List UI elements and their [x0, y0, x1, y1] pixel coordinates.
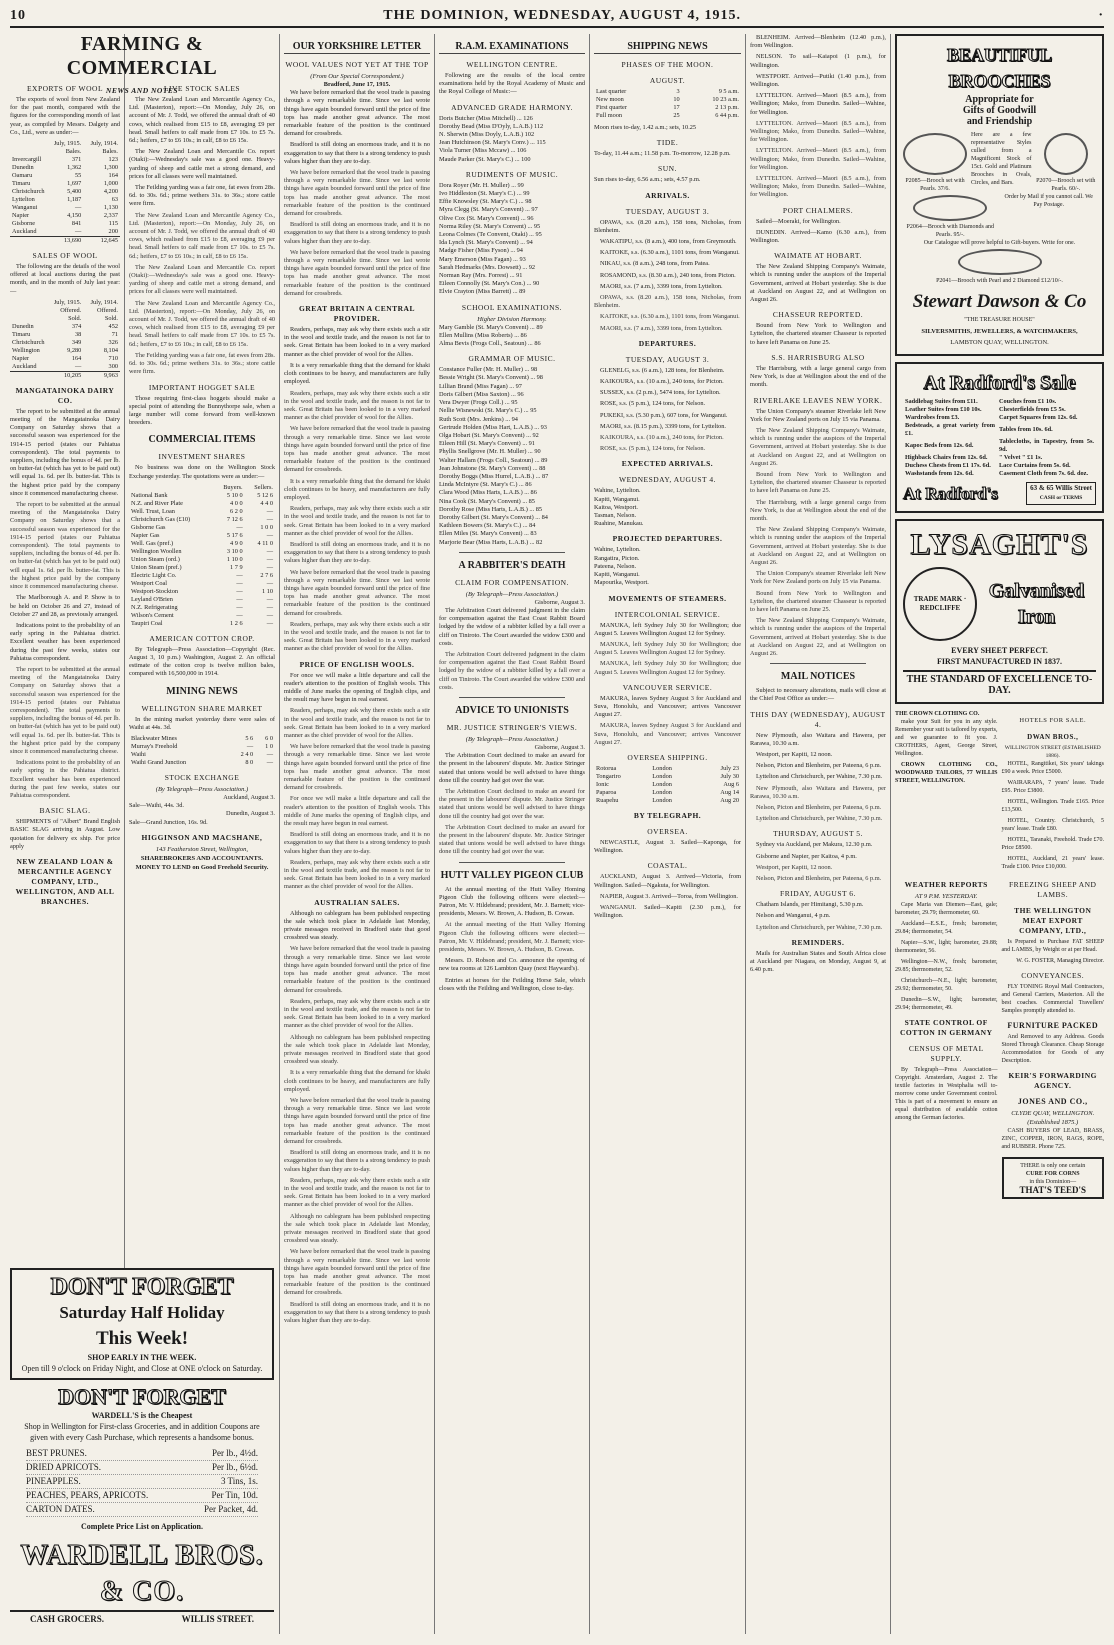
sharebroker-firm: HIGGINSON AND MACSHANE, — [141, 832, 263, 842]
brooch-illustration — [903, 133, 967, 175]
hogget-text: Those requiring first-class hoggets should make a special point of attending the Bunnythorpe sale, when a large number will come forward from well-known breeders. — [129, 394, 275, 427]
table-row: Duchess Chests from £1 17s. 6d. Lace Curtains from 5s. 6d. — [905, 462, 1071, 469]
table-row: Taupiri Coal 1 2 6 — — [131, 619, 273, 627]
table-row: National Bank 5 10 0 5 12 6 — [131, 491, 273, 499]
list-item: Madge Fisher (Miss Fyson) ... 94 — [439, 247, 523, 255]
table-row: Paparoa London Aug 14 — [596, 788, 739, 796]
teeds-ad: THERE is only one certain CURE FOR CORNS in this Dominion— THAT'S TEED'S — [1002, 1157, 1105, 1199]
stock-exchange-heading: STOCK EXCHANGE — [164, 772, 240, 782]
table-row: Well. Trust, Loan 6 2 0 — — [131, 507, 273, 515]
list-item: Constance Fuller (Mr. H. Muller) ... 98 — [439, 366, 538, 374]
radford-ad: At Radford's Sale Saddlebag Suites from £11. Couches from £1 10s. Leather Suites from £10 10s. Chesterfields from £5 5s. Wardrobes from £3. Carpet Squares from 12s. 6d. Bedsteads, a great variety from £1. Tables from 10s. 6d. Kapoc Beds from 12s. 6d. Tablecloths, in Tapestry, from 5s. 9d. Highback Chairs from 12s. 6d. " Velvet " £1 1s. Duchess Chests from £1 17s. 6d. Lace Curtains from 5s. 6d. Washstands from 12s. 6d. Casement Cloth from 7s. 6d. doz. At Radford's 63 & 65 Willis Street CASH or TERMS — [895, 362, 1104, 513]
table-row: New moon 10 10 23 a.m. — [596, 96, 739, 103]
column-ram-exams: R.A.M. EXAMINATIONS WELLINGTON CENTRE. Following are the results of the local centre examinations held by the Royal Academy of Music and the Royal College of Music:— ADVANCED GRADE HARMONY. Doris Butcher (Miss Mitchell) ... 126 Dorothy Bead (Miss D'Oyly, L.A.B.) 112 N. Sherwin (Miss Doyly, L.A.B.) 102 Jean Hutchinson (St. Mary's Conv.) ... 115 Viola Turner (Miss Mccaw) ... 106 Maude Parker (St. Mary's C.) ... 100 RUDIMENTS OF MUSIC. Dora Royer (Mr. H. Muller) ... 99 Ivo Hiddleston (St. Mary's C.) ... 99 Effie Knowsley (St. Mary's C.) ... 98 Myra Clegg (St. Mary's Convent) ... 97 Olive Cox (St. Mary's Convent) ... 96 Norma Riley (St. Mary's Convent) ... 95 Leona Colmes (Te Convent, Otaki) ... 95 Ida Lynch (St. Mary's Convent) ... 94 Madge Fisher (Miss Fyson) ... 94 Mary Emerson (Miss Fagan) ... 93 Sarah Hedmarks (Mrs. Dowsett) ... 92 Norman Ray (Mrs. Forrest) ... 91 Eileen Connolly (St. Mary's Con.) ... 90 Elvie Crayton (Miss Barrett) ... 89 SCHOOL EXAMINATIONS. Higher Division Harmony. Mary Gamble (St. Mary's Convent) ... 89 Ellen Mullins (Miss Roberts) ... 86 Alma Bevis (Frogs Coll., Seatoun) ... 86 GRAMMAR OF MUSIC. Constance Fuller (Mr. H. Muller) ... 98 Bessie Wright (St. Mary's Convent) ... 98 Lillian Brand (Miss Fagan) ... 97 Doris Gilbert (Miss Saxton) ... 96 Vera Dwyer (Frogs Coll.) ... 95 Nellie Wisnewski (St. Mary's C.) ... 95 Ruth Scott (Mrs. Jenkins) ... 94 Gertrude Holden (Miss Hart, L.A.B.) ... 93 Olga Hobart (St. Mary's Convent) ... 92 Eileen Hill (St. Mary's Convent) ... 91 Phyllis Snellgrove (Mr. H. Muller) ... 90 Walter Hallam (Frogs Coll., Seatoun) ... 89 Jean Johnstone (St. Mary's Convent) ... 88 Dorothy Boggs (Miss Hurrel, L.A.B.) ... 87 Linda McIntyre (St. Mary's C.) ... 86 Clara Wood (Miss Harts, L.A.B.) ... 86 Nina Cook (St. Mary's Convent) ... 85 Dorothy Rose (Miss Harts, L.A.B.) ... 85 Dorothy Gilbert (St. Mary's Convent) ... 84 Kathleen Bowers (St. Mary's C.) ... 84 Ellen Miles (St. Mary's Convent) ... 83 Marjorie Bear (Miss Harts, L.A.B.) ... 82 A RABBITER'S DEATH CLAIM FOR COMPENSATION. (By Telegraph—Press Association.) Gisborne, August 3. The Arbitration Court delivered judgment in the claim for compensation against the East Coast Rabbit Board lodged by the widow of a rabbiter killed by a fall over a cliff on Tiniroto. The Court awarded the widow £300 and costs. The Arbitration Court delivered judgment in the claim for compensation against the East Coast Rabbit Board lodged by the widow of a rabbiter killed by a fall over a cliff on Tiniroto. The Court awarded the widow £300 and costs. ADVICE TO UNIONISTS MR. JUSTICE STRINGER'S VIEWS. (By Telegraph—Press Association.) Gisborne, August 3. The Arbitration Court declined to make an award for the present in the labourers' dispute. Mr. Justice Stringer stated that unions would be well advised to have things done till the country had got over the war. The Arbitration Court declined to make an award for the present in the labourers' dispute. Mr. Justice Stringer stated that unions would be well advised to have things done till the country had got over the war. The Arbitration Court declined to make an award for the present in the labourers' dispute. Mr. Justice Stringer stated that unions would be well advised to have things done till the country had got over the war. HUTT VALLEY PIGEON CLUB At the annual meeting of the Hutt Valley Homing Pigeon Club the following officers were elected:—Patron, Mr. V. Hildebrand; president, Mr. J. Barnett; vice-presidents, Messrs. W. Brown, A. Hudson, B. Cowan. At the annual meeting of the Hutt Valley Homing Pigeon Club the following officers were elected:—Patron, Mr. V. Hildebrand; president, Mr. J. Barnett; vice-presidents, Messrs. W. Brown, A. Hudson, B. Cowan. Messrs. D. Robson and Co. announce the opening of new tea rooms at 126 Lambton Quay (next Hayward's). Entries at horses for the Feilding Horse Sale, which closes with the Feilding and Wellington, close to-day. — [439, 41, 585, 992]
column-exports — [10, 78, 120, 1258]
table-row: Wardrobes from £3. Carpet Squares from 12s. 6d. — [905, 414, 1078, 421]
table-row: Lyttelton 1,187 63 — [12, 196, 118, 204]
table-row: Washstands from 12s. 6d. Casement Cloth from 7s. 6d. doz. — [905, 470, 1089, 477]
investment-intro: No business was done on the Wellington Stock Exchange yesterday. The quotations were as under:— — [129, 464, 275, 480]
wardell-footer: CASH GROCERS. WILLIS STREET. — [10, 1610, 274, 1626]
table-row: Invercargill 371 123 — [12, 156, 118, 164]
table-row: Rotorua London July 23 — [596, 764, 739, 772]
slag-heading: BASIC SLAG. — [39, 806, 91, 816]
brooch-illustration — [958, 249, 1042, 275]
table-row: Tongariro London July 30 — [596, 772, 739, 780]
slag-firm: NEW ZEALAND LOAN & MERCANTILE AGENCY COMPANY, LTD., WELLINGTON, AND ALL BRANCHES. — [15, 856, 115, 906]
list-item: Vera Dwyer (Frogs Coll.) ... 95 — [439, 399, 518, 407]
list-item: Gertrude Holden (Miss Hart, L.A.B.) ... 93 — [439, 423, 547, 431]
table-row: Auckland — 300 — [12, 362, 118, 370]
list-item: Olga Hobart (St. Mary's Convent) ... 92 — [439, 431, 539, 439]
table-row: Murray's Freehold — 1 0 — [131, 742, 273, 750]
list-item: Myra Clegg (St. Mary's Convent) ... 97 — [439, 206, 538, 214]
table-row: Napier Gas 5 17 6 — — [131, 531, 273, 539]
list-item: Mary Emerson (Miss Fagan) ... 93 — [439, 255, 526, 263]
table-row: Christchurch 349 326 — [12, 338, 118, 346]
yorkshire-heading: OUR YORKSHIRE LETTER — [284, 40, 430, 54]
table-row: Ionic London Aug 6 — [596, 780, 739, 788]
list-item: DRIED APRICOTS. Per lb., 6½d. — [26, 1461, 258, 1475]
livestock-paragraph: The New Zealand Loan and Mercantile Agency Co., Ltd. (Masterton), report:—On Monday, July 26, on account of Mr. J. Todd, we offered the annual draft of 40 cows, which realised from £15 to £8, averaging £9 per head. Small heifers to calf made from £7 10s. to £5 7s. 6d.; heifers, £7 to £6 10s.; in calf, £8 to £6 15s. — [129, 211, 275, 260]
sales-heading: SALES OF WOOL — [32, 251, 98, 261]
table-row: First quarter 17 2 13 p.m. — [596, 104, 739, 111]
table-row: Waihi 2 4 0 — — [131, 750, 273, 758]
list-item: Marjorie Bear (Miss Harts, L.A.B.) ... 82 — [439, 538, 543, 546]
table-row: Well. Gas (pref.) 4 9 0 4 11 0 — [131, 539, 273, 547]
list-item: Bessie Wright (St. Mary's Convent) ... 98 — [439, 374, 543, 382]
column-rule — [745, 34, 746, 1634]
list-item: Walter Hallam (Frogs Coll., Seatoun) ... 89 — [439, 456, 548, 464]
ad-complete-list: Complete Price List on Application. — [81, 1522, 203, 1531]
subhead-provider: GREAT BRITAIN A CENTRAL PROVIDER. — [299, 304, 415, 324]
column-shipping-2: BLENHEIM. Arrived—Blenheim (12.40 p.m.), from Wellington. NELSON. To sail—Kaiapoi (1 p.m.), for Wellington. WESTPORT. Arrived—Putiki (1.40 p.m.), from Wellington. LYTTELTON. Arrived—Maori (8.5 a.m.), from Wellington; Mako, from Dunedin. Sailed—Wahine, for Wellington. LYTTELTON. Arrived—Maori (8.5 a.m.), from Wellington; Mako, from Dunedin. Sailed—Wahine, for Wellington. LYTTELTON. Arrived—Maori (8.5 a.m.), from Wellington; Mako, from Dunedin. Sailed—Wahine, for Wellington. LYTTELTON. Arrived—Maori (8.5 a.m.), from Wellington; Mako, from Dunedin. Sailed—Wahine, for Wellington. PORT CHALMERS. Sailed—Moeraki, for Wellington. DUNEDIN. Arrived—Kamo (6.30 a.m.), from Wellington. WAIMATE AT HOBART. The New Zealand Shipping Company's Waimate, which is running under the auspices of the Imperial Government, arrived at Hobart yesterday. She is due at Auckland on August 22, and at Wellington on August 26. CHASSEUR REPORTED. Bound from New York to Wellington and Lyttelton, the chartered steamer Chasseur is reported to have left Panama on June 25. S.S. HARRISBURG ALSO The Harrisburg, with a large general cargo from New York, is due at Wellington about the end of the month. RIVERLAKE LEAVES NEW YORK. The Union Company's steamer Riverlake left New York for New Zealand ports on July 15 via Panama. The New Zealand Shipping Company's Waimate, which is running under the auspices of the Imperial Government, arrived at Hobart yesterday. She is due at Auckland on August 22, and at Wellington on August 26. Bound from New York to Wellington and Lyttelton, the chartered steamer Chasseur is reported to have left Panama on June 25. The Harrisburg, with a large general cargo from New York, is due at Wellington about the end of the month. The New Zealand Shipping Company's Waimate, which is running under the auspices of the Imperial Government, arrived at Hobart yesterday. She is due at Auckland on August 22, and at Wellington on August 26. The Union Company's steamer Riverlake left New York for New Zealand ports on July 15 via Panama. Bound from New York to Wellington and Lyttelton, the chartered steamer Chasseur is reported to have left Panama on June 25. The New Zealand Shipping Company's Waimate, which is running under the auspices of the Imperial Government, arrived at Hobart yesterday. She is due at Auckland on August 22, and at Wellington on August 26. MAIL NOTICES Subject to necessary alterations, mails will close at the Chief Post Office as under:— THIS DAY (WEDNESDAY), AUGUST 4. New Plymouth, also Waitara and Hawera, per Rarawa, 10.30 a.m. Westport, per Kapiti, 12 noon. Nelson, Picton and Blenheim, per Pateena, 6 p.m. Lyttelton and Christchurch, per Wahine, 7.30 p.m. New Plymouth, also Waitara and Hawera, per Rarawa, 10.30 a.m. Nelson, Picton and Blenheim, per Pateena, 6 p.m. Lyttelton and Christchurch, per Wahine, 7.30 p.m. THURSDAY, AUGUST 5. Sydney via Auckland, per Makura, 12.30 p.m. Gisborne and Napier, per Kaitoa, 4 p.m. Westport, per Kapiti, 12 noon. Nelson, Picton and Blenheim, per Pateena, 6 p.m. FRIDAY, AUGUST 6. Chatham Islands, per Himitangi, 5.30 p.m. Nelson and Wanganui, 4 p.m. Lyttelton and Christchurch, per Wahine, 7.30 p.m. REMINDERS. Mails for Australian States and South Africa close at Auckland per Niagara, on Monday, August 9, at 6.40 p.m. — [750, 34, 886, 974]
list-item: Phyllis Snellgrove (Mr. H. Muller) ... 90 — [439, 448, 541, 456]
ad-cheapest: WARDELL'S is the Cheapest — [91, 1411, 193, 1420]
table-row: Christchurch Gas (£10) 7 12 6 — — [131, 515, 273, 523]
exports-heading: EXPORTS OF WOOL — [26, 84, 104, 93]
list-item: CARTON DATES. Per Packet, 4d. — [26, 1503, 258, 1517]
list-item: Dorothy Rose (Miss Harts, L.A.B.) ... 85 — [439, 505, 543, 513]
table-row: Dunedin 1,362 1,300 — [12, 164, 118, 172]
cotton-text: By Telegraph—Press Association—Copyright (Rec. August 3, 10 p.m.) Washington, August 2. An official estimate of the cotton crop is twelve million bales, compared with 16,500,000 in 1914. — [129, 645, 275, 678]
list-item: Linda McIntyre (St. Mary's C.) ... 86 — [439, 481, 532, 489]
list-item: Leona Colmes (Te Convent, Otaki) ... 95 — [439, 231, 542, 239]
livestock-heading: LIVE STOCK SALES — [163, 84, 241, 93]
table-total: 13,690 12,645 — [10, 237, 120, 246]
table-row: Full moon 25 6 44 p.m. — [596, 112, 739, 119]
livestock-paragraph: The New Zealand Loan and Mercantile Co. report (Otaki):—Wednesday's sale was a good one. Heavy-yarding of sheep and cattle met a strong demand, and prices for all classes were well maintained. — [129, 263, 275, 296]
dairy-paragraph: Indications point to the probability of an early spring in the Pahiatua district. Excellent weather has been experienced during the past few weeks, states our Pahiatua correspondent. — [10, 759, 120, 799]
ad-dont-forget: DON'T FORGET — [50, 1274, 234, 1300]
list-item: N. Sherwin (Miss Doyly, L.A.B.) 102 — [439, 131, 535, 139]
lysaght-ad: LYSAGHT'S TRADE MARK · REDCLIFFE Galvanised Iron EVERY SHEET PERFECT. FIRST MANUFACTURED IN 1837. THE STANDARD OF EXCELLENCE TO-DAY. — [895, 519, 1104, 704]
sales-table: July, 1915. Offered. Sold. July, 1914. Offered. Sold. Dunedin 374 452 Timaru 38 71 Christchurch 349 326 Wellington 9,280 8,104 Napier 164 710 Auckland — 300 10,205 9,963 — [12, 298, 118, 379]
rabbiter-heading: A RABBITER'S DEATH — [458, 559, 566, 571]
brooch-ad: BEAUTIFUL BROOCHES Appropriate for Gifts of Goodwill and Friendship P2085—Brooch set with Pearls. 37/6. Here are a few representative Styles culled from a Magnificent Stock of 15ct. Gold and Platinum Brooches in Ovals, Circles, and Bars. P2070—Brooch set with Pearls. 60/-. P2064—Brooch with Diamonds and Pearls. 95/-. Order by Mail if you cannot call. We Pay Postage. Our Catalogue will prove helpful to Gift-buyers. Write for one. P2041—Brooch with Pearl and 2 Diamond £12/10/-. Stewart Dawson & Co "THE TREASURE HOUSE" SILVERSMITHS, JEWELLERS, & WATCHMAKERS, LAMBTON QUAY, WELLINGTON. — [895, 34, 1104, 356]
list-item: Kathleen Bowers (St. Mary's C.) ... 84 — [439, 522, 536, 530]
mining-subheading: WELLINGTON SHARE MARKET — [141, 703, 263, 713]
wardell-ads — [10, 1268, 274, 1634]
list-item: Dora Royer (Mr. H. Muller) ... 99 — [439, 181, 524, 189]
table-row: Dunedin 374 452 — [12, 322, 118, 330]
table-row: Blackwater Mines 5 6 6 0 — [131, 734, 273, 742]
table-row: Kapoc Beds from 12s. 6d. Tablecloths, in Tapestry, from 5s. 9d. — [905, 438, 1094, 453]
ad-shop-early: SHOP EARLY IN THE WEEK. — [87, 1353, 197, 1362]
list-item: Dorothy Boggs (Miss Hurrel, L.A.B.) ... 87 — [439, 472, 549, 480]
list-item: Doris Gilbert (Miss Saxton) ... 96 — [439, 390, 524, 398]
crown-clothing-ad: THE CROWN CLOTHING CO. make your Suit for you in any style. Remember your suit is tailored by experts, and we guarantee to fit you. J. CROTHERS, Agent, George Street, Wellington. CROWN CLOTHING CO., WOODWARD TAILORS, 77 WILLIS STREET, WELLINGTON. — [895, 711, 998, 784]
sharebroker-desc: SHAREBROKERS AND ACCOUNTANTS. MONEY TO LEND on Good Freehold Security. — [135, 854, 269, 871]
table-row: Napier 164 710 — [12, 354, 118, 362]
subhead-australian: AUSTRALIAN SALES. — [314, 897, 400, 907]
table-row: Westport-Stockton — 1 10 — [131, 587, 273, 595]
list-item: Maude Parker (St. Mary's C.) ... 100 — [439, 155, 531, 163]
table-row: Waihi Grand Junction 8 0 — — [131, 758, 273, 766]
livestock-paragraph: The New Zealand Loan and Mercantile Co. report (Otaki):—Wednesday's sale was a good one. Heavy-yarding of sheep and cattle met a strong demand, and prices for all classes were well maintained. — [129, 148, 275, 180]
investment-heading: INVESTMENT SHARES — [158, 452, 246, 462]
masthead — [10, 6, 1104, 28]
list-item: Norman Ray (Mrs. Forrest) ... 91 — [439, 272, 523, 280]
table-row: Christchurch 5,400 4,200 — [12, 188, 118, 196]
exports-intro: The exports of wool from New Zealand for the past month, compared with the figures for the corresponding month of last year, as compiled by Messrs. Dalgety and Co., Ltd., were as under:— — [10, 96, 120, 136]
page-number: 10 — [10, 8, 26, 23]
list-item: Ruth Scott (Mrs. Jenkins) ... 94 — [439, 415, 518, 423]
dairy-heading: MANGATAINOKA DAIRY CO. — [15, 385, 115, 405]
mining-heading: MINING NEWS — [166, 685, 238, 697]
mining-text: In the mining market yesterday there were sales of Waihi at 44s. 3d. — [129, 715, 275, 731]
hogget-heading: IMPORTANT HOGGET SALE — [148, 382, 256, 392]
column-yorkshire: OUR YORKSHIRE LETTER WOOL VALUES NOT YET AT THE TOP (From Our Special Correspondent.) Bradford, June 17, 1915. We have before remarked that the wool trade is passing through a very remarkable time. Since we last wrote things have again bounded forward until the price of fine tops has made another great advance. The most remarkable feature of the position is the continued demand for crossbreds. Bradford is still doing an enormous trade, and it is no exaggeration to say that there is a strong tendency to push values higher than they are to-day. We have before remarked that the wool trade is passing through a very remarkable time. Since we last wrote things have again bounded forward until the price of fine tops has made another great advance. The most remarkable feature of the position is the continued demand for crossbreds. Bradford is still doing an enormous trade, and it is no exaggeration to say that there is a strong tendency to push values higher than they are to-day. We have before remarked that the wool trade is passing through a very remarkable time. Since we last wrote things have again bounded forward until the price of fine tops has made another great advance. The most remarkable feature of the position is the continued demand for crossbreds. GREAT BRITAIN A CENTRAL PROVIDER. Readers, perhaps, may ask why there exists such a stir in the wool and textile trade, and the reason is not far to seek. Great Britain has been looked to in a very marked manner as the chief provider of wool for the Allies. It is a very remarkable thing that the demand for khaki cloth continues to be heavy, and manufacturers are fully employed. Readers, perhaps, may ask why there exists such a stir in the wool and textile trade, and the reason is not far to seek. Great Britain has been looked to in a very marked manner as the chief provider of wool for the Allies. We have before remarked that the wool trade is passing through a very remarkable time. Since we last wrote things have again bounded forward until the price of fine tops has made another great advance. The most remarkable feature of the position is the continued demand for crossbreds. It is a very remarkable thing that the demand for khaki cloth continues to be heavy, and manufacturers are fully employed. Readers, perhaps, may ask why there exists such a stir in the wool and textile trade, and the reason is not far to seek. Great Britain has been looked to in a very marked manner as the chief provider of wool for the Allies. Bradford is still doing an enormous trade, and it is no exaggeration to say that there is a strong tendency to push values higher than they are to-day. We have before remarked that the wool trade is passing through a very remarkable time. Since we last wrote things have again bounded forward until the price of fine tops has made another great advance. The most remarkable feature of the position is the continued demand for crossbreds. Readers, perhaps, may ask why there exists such a stir in the wool and textile trade, and the reason is not far to seek. Great Britain has been looked to in a very marked manner as the chief provider of wool for the Allies. PRICE OF ENGLISH WOOLS. For once we will make a little departure and call the reader's attention to the position of English wools. This middle of June marks the opening of English clips, and the result may have begun in real earnest. Readers, perhaps, may ask why there exists such a stir in the wool and textile trade, and the reason is not far to seek. Great Britain has been looked to in a very marked manner as the chief provider of wool for the Allies. We have before remarked that the wool trade is passing through a very remarkable time. Since we last wrote things have again bounded forward until the price of fine tops has made another great advance. The most remarkable feature of the position is the continued demand for crossbreds. For once we will make a little departure and call the reader's attention to the position of English wools. This middle of June marks the opening of English clips, and the result may have begun in real earnest. Bradford is still doing an enormous trade, and it is no exaggeration to say that there is a strong tendency to push values higher than they are to-day. Readers, perhaps, may ask why there exists such a stir in the wool and textile trade, and the reason is not far to seek. Great Britain has been looked to in a very marked manner as the chief provider of wool for the Allies. AUSTRALIAN SALES. Although no cablegram has been published respecting the sale which took place in Adelaide last Monday, private messages received in Bradford state that good crossbred was steady. We have before remarked that the wool trade is passing through a very remarkable time. Since we last wrote things have again bounded forward until the price of fine tops has made another great advance. The most remarkable feature of the position is the continued demand for crossbreds. Readers, perhaps, may ask why there exists such a stir in the wool and textile trade, and the reason is not far to seek. Great Britain has been looked to in a very marked manner as the chief provider of wool for the Allies. Although no cablegram has been published respecting the sale which took place in Adelaide last Monday, private messages received in Bradford state that good crossbred was steady. It is a very remarkable thing that the demand for khaki cloth continues to be heavy, and manufacturers are fully employed. We have before remarked that the wool trade is passing through a very remarkable time. Since we last wrote things have again bounded forward until the price of fine tops has made another great advance. The most remarkable feature of the position is the continued demand for crossbreds. Bradford is still doing an enormous trade, and it is no exaggeration to say that there is a strong tendency to push values higher than they are to-day. Readers, perhaps, may ask why there exists such a stir in the wool and textile trade, and the reason is not far to seek. Great Britain has been looked to in a very marked manner as the chief provider of wool for the Allies. Although no cablegram has been published respecting the sale which took place in Adelaide last Monday, private messages received in Bradford state that good crossbred was steady. We have before remarked that the wool trade is passing through a very remarkable time. Since we last wrote things have again bounded forward until the price of fine tops has made another great advance. The most remarkable feature of the position is the continued demand for crossbreds. Bradford is still doing an enormous trade, and it is no exaggeration to say that there is a strong tendency to push values higher than they are to-day. — [284, 41, 430, 1325]
list-item: Jean Johnstone (St. Mary's Convent) ... 88 — [439, 464, 546, 472]
column-rule — [890, 34, 891, 1634]
list-item: Doris Butcher (Miss Mitchell) ... 126 — [439, 114, 533, 122]
newspaper-title: THE DOMINION, WEDNESDAY, AUGUST 4, 1915. — [383, 8, 742, 23]
list-item: Alma Bevis (Frogs Coll., Seatoun) ... 86 — [439, 340, 541, 348]
table-row: Saddlebag Suites from £11. Couches from £1 10s. — [905, 398, 1057, 405]
column-livestock: LIVE STOCK SALES The New Zealand Loan and Mercantile Agency Co., Ltd. (Masterton), report:—On Monday, July 26, on account of Mr. J. Todd, we offered the annual draft of 40 cows, which realised from £15 to £8, averaging £9 per head. Small heifers to calf made from £7 10s. to £5 7s. 6d.; heifers, £7 to £6 10s.; in calf, £8 to £6 15s. The New Zealand Loan and Mercantile Co. report (Otaki):—Wednesday's sale was a good one. Heavy-yarding of sheep and cattle met a strong demand, and prices for all classes were well maintained. The Feilding yarding was a fair one, fat ewes from 28s. 6d. to 30s. 6d.; prime wethers 31s. to 36s.; store cattle were firm. The New Zealand Loan and Mercantile Agency Co., Ltd. (Masterton), report:—On Monday, July 26, on account of Mr. J. Todd, we offered the annual draft of 40 cows, which realised from £15 to £8, averaging £9 per head. Small heifers to calf made from £7 10s. to £5 7s. 6d.; heifers, £7 to £6 10s.; in calf, £8 to £6 15s. The New Zealand Loan and Mercantile Co. report (Otaki):—Wednesday's sale was a good one. Heavy-yarding of sheep and cattle met a strong demand, and prices for all classes were well maintained. The New Zealand Loan and Mercantile Agency Co., Ltd. (Masterton), report:—On Monday, July 26, on account of Mr. J. Todd, we offered the annual draft of 40 cows, which realised from £15 to £8, averaging £9 per head. Small heifers to calf made from £7 10s. to £5 7s. 6d.; heifers, £7 to £6 10s.; in calf, £8 to £6 15s. The Feilding yarding was a fair one, fat ewes from 28s. 6d. to 30s. 6d.; prime wethers 31s. to 36s.; store cattle were firm. IMPORTANT HOGGET SALE Those requiring first-class hoggets should make a special point of attending the Bunnythorpe sale, when a large number will come forward from well-known breeders. COMMERCIAL ITEMS INVESTMENT SHARES No business was done on the Wellington Stock Exchange yesterday. The quotations were as under:— Buyers. Sellers. National Bank 5 10 0 5 12 6 N.Z. and River Plate 4 0 0 4 4 0 Well. Trust, Loan 6 2 0 — Christchurch Gas (£10) 7 12 6 — Gisborne Gas — 1 0 0 Napier Gas 5 17 6 — Well. Gas (pref.) 4 9 0 4 11 0 Wellington Woollen 3 10 0 — Union Steam (ord.) 1 10 0 — Union Steam (pref.) 1 7 9 — Electric Light Co. — 2 7 6 Westport Coal — — Westport-Stockton — 1 10 Leyland O'Brien — — N.Z. Refrigerating — — Wilson's Cement — — Taupiri Coal 1 2 6 — AMERICAN COTTON CROP. By Telegraph—Press Association—Copyright (Rec. August 3, 10 p.m.) Washington, August 2. An official estimate of the cotton crop is twelve million bales, compared with 16,500,000 in 1914. MINING NEWS WELLINGTON SHARE MARKET In the mining market yesterday there were sales of Waihi at 44s. 3d. Blackwater Mines 5 6 6 0 Murray's Freehold — 1 0 Waihi 2 4 0 — Waihi Grand Junction 8 0 — STOCK EXCHANGE (By Telegraph—Press Association.) Auckland, August 3. Sale—Waihi, 44s. 3d. Dunedin, August 3. Sale—Grand Junction, 16s. 9d. HIGGINSON AND MACSHANE, 143 Featherston Street, Wellington, SHAREBROKERS AND ACCOUNTANTS. MONEY TO LEND on Good Freehold Security. — [129, 84, 275, 871]
livestock-paragraph: The New Zealand Loan and Mercantile Agency Co., Ltd. (Masterton), report:—On Monday, July 26, on account of Mr. J. Todd, we offered the annual draft of 40 cows, which realised from £15 to £8, averaging £9 per head. Small heifers to calf made from £7 10s. to £5 7s. 6d.; heifers, £7 to £6 10s.; in calf, £8 to £6 15s. — [129, 299, 275, 348]
livestock-paragraph: The Feilding yarding was a fair one, fat ewes from 28s. 6d. to 30s. 6d.; prime wethers 31s. to 36s.; store cattle were firm. — [129, 184, 275, 208]
list-item: Mary Gamble (St. Mary's Convent) ... 89 — [439, 323, 543, 331]
lysaght-subtitle: Galvanised Iron — [988, 580, 1085, 628]
table-row: Ruapehu London Aug 20 — [596, 796, 739, 804]
pigeon-heading: HUTT VALLEY PIGEON CLUB — [440, 869, 584, 881]
table-row: Bedsteads, a great variety from £1. Tables from 10s. 6d. — [905, 422, 1053, 437]
dateline: Bradford, June 17, 1915. — [323, 81, 391, 88]
table-row: Timaru 1,697 1,000 — [12, 180, 118, 188]
table-row: Wellington Woollen 3 10 0 — — [131, 547, 273, 555]
ad-dont-forget-2: DON'T FORGET — [58, 1384, 226, 1409]
dairy-paragraph: Indications point to the probability of an early spring in the Pahiatua district. Excellent weather has been experienced during the past few weeks, states our Pahiatua correspondent. — [10, 621, 120, 662]
livestock-paragraph: The New Zealand Loan and Mercantile Agency Co., Ltd. (Masterton), report:—On Monday, July 26, on account of Mr. J. Todd, we offered the annual draft of 40 cows, which realised from £15 to £8, averaging £9 per head. Small heifers to calf made from £7 10s. to £5 7s. 6d.; heifers, £7 to £6 10s.; in calf, £8 to £6 15s. — [129, 96, 275, 145]
lysaght-title: LYSAGHT'S — [910, 528, 1089, 561]
slag-text: SHIPMENTS of "Albert" Brand English BASIC SLAG arriving in August. Low quotation for delivery ex ship. For price apply — [10, 818, 120, 850]
table-row: Leather Suites from £10 10s. Chesterfields from £5 5s. — [905, 406, 1066, 413]
list-item: Nina Cook (St. Mary's Convent) ... 85 — [439, 497, 535, 505]
subhead-english-wools: PRICE OF ENGLISH WOOLS. — [299, 659, 415, 669]
table-row: Auckland — 200 — [12, 228, 118, 236]
table-row: Westport Coal — — — [131, 579, 273, 587]
ad-open-hours: Open till 9 o'clock on Friday Night, and Close at ONE o'clock on Saturday. — [21, 1364, 263, 1373]
weather-reports: WEATHER REPORTS AT 9 P.M. YESTERDAY. Cape Maria van Diemen—East, gale; barometer, 29.79; thermometer, 60. Auckland—E.S.E., fresh; barometer, 29.84; thermometer, 54. Napier—S.W., light; barometer, 29.88; thermometer, 56. Wellington—N.W., fresh; barometer, 29.85; thermometer, 52. Christchurch—N.E., light; barometer, 29.92; thermometer, 50. Dunedin—S.W., light; barometer, 29.94; thermometer, 49. STATE CONTROL OF COTTON IN GERMANY CENSUS OF METAL SUPPLY. By Telegraph—Press Association—Copyright. Amsterdam, August 2. The textile factories in Westphalia will to-morrow come under Government control. This is part of a movement to ensure an equal distribution of available cotton among the German factories. — [895, 880, 998, 1121]
list-item: Dorothy Gilbert (St. Mary's Convent) ... 84 — [439, 513, 548, 521]
price-list — [26, 1447, 258, 1517]
stock-exchange-sub: (By Telegraph—Press Association.) — [155, 785, 249, 793]
list-item: Viola Turner (Miss Mccaw) ... 106 — [439, 147, 527, 155]
trade-mark-seal: TRADE MARK · REDCLIFFE — [903, 567, 977, 641]
column-rule — [434, 34, 435, 1634]
list-item: Jean Hutchinson (St. Mary's Conv.) ... 115 — [439, 139, 546, 147]
mining-table — [129, 735, 275, 767]
sales-intro: The following are the details of the wool offered at local auctions during the past month, and in the month of July last year:— — [10, 263, 120, 295]
table-row: Union Steam (pref.) 1 7 9 — — [131, 563, 273, 571]
list-item: Norma Riley (St. Mary's Convent) ... 95 — [439, 222, 541, 230]
list-item: PEACHES, PEARS, APRICOTS. Per Tin, 10d. — [26, 1489, 258, 1503]
dairy-paragraph: The report to be submitted at the annual meeting of the Mangatainoka Dairy Company on Saturday shows that a successful season was experienced for the 1914-15 period (states our Pahiatua correspondent). The total payments to suppliers, including the bonus of 4d. per lb. on butter-fat (which has yet to be paid out) will equal 1s. 6d. per lb. butter-fat. This is the highest price paid by the company since it commenced manufacturing cheese. — [10, 407, 120, 497]
table-row: Electric Light Co. — 2 7 6 — [131, 571, 273, 579]
list-item: Sarah Hedmarks (Mrs. Dowsett) ... 92 — [439, 263, 536, 271]
ad-this-week: This Week! — [95, 1328, 189, 1349]
exports-table: July, 1915. Bales. July, 1914. Bales. Invercargill 371 123 Dunedin 1,362 1,300 Oamaru 55 164 Timaru 1,697 1,000 Christchurch 5,400 4,200 Lyttelton 1,187 63 Wanganui — 1,130 Napier 4,150 2,337 Gisborne 841 115 Auckland — 200 13,690 12,645 — [12, 140, 118, 245]
brooch-title: BEAUTIFUL BROOCHES — [946, 45, 1053, 91]
list-item: PINEAPPLES. 3 Tins, 1s. — [26, 1475, 258, 1489]
list-item: Ivo Hiddleston (St. Mary's C.) ... 99 — [439, 190, 530, 198]
commercial-heading: COMMERCIAL ITEMS — [148, 434, 256, 446]
column-rule — [279, 34, 280, 1634]
list-item: Clara Wood (Miss Harts, L.A.B.) ... 86 — [439, 489, 537, 497]
column-rule — [589, 34, 590, 1634]
dairy-paragraph: The report to be submitted at the annual meeting of the Mangatainoka Dairy Company on Saturday shows that a successful season was experienced for the 1914-15 period (states our Pahiatua correspondent). The total payments to suppliers, including the bonus of 4d. per lb. on butter-fat (which has yet to be paid out) will equal 1s. 6d. per lb. butter-fat. This is the highest price paid by the company since it commenced manufacturing cheese. — [10, 501, 120, 591]
column-ads — [895, 34, 1104, 1634]
list-item: Eileen Connolly (St. Mary's Con.) ... 90 — [439, 280, 540, 288]
brooch-illustration — [913, 195, 987, 221]
ram-heading: R.A.M. EXAMINATIONS — [439, 40, 585, 54]
stewart-dawson-logo: Stewart Dawson & Co — [912, 291, 1087, 312]
share-table: Buyers. Sellers. National Bank 5 10 0 5 12 6 N.Z. and River Plate 4 0 0 4 4 0 Well. Trust, Loan 6 2 0 — Christchurch Gas (£10) 7 12 6 — Gisborne Gas — 1 0 0 Napier Gas 5 17 6 — Well. Gas (pref.) 4 9 0 4 11 0 Wellington Woollen 3 10 0 — Union Steam (ord.) 1 10 0 — Union Steam (pref.) 1 7 9 — Electric Light Co. — 2 7 6 Westport Coal — — Westport-Stockton — 1 10 Leyland O'Brien — — N.Z. Refrigerating — — Wilson's Cement — — Taupiri Coal 1 2 6 — — [131, 483, 273, 627]
table-row: Gisborne 841 115 — [12, 220, 118, 228]
oversea-table — [594, 765, 741, 805]
list-item: Eileen Hill (St. Mary's Convent) ... 91 — [439, 440, 535, 448]
banner-title: FARMING & COMMERCIAL — [66, 33, 218, 79]
table-row: Napier 4,150 2,337 — [12, 212, 118, 220]
table-row: Union Steam (ord.) 1 10 0 — — [131, 555, 273, 563]
cotton-heading: AMERICAN COTTON CROP. — [149, 633, 255, 643]
livestock-paragraph: The Feilding yarding was a fair one, fat ewes from 28s. 6d. to 30s. 6d.; prime wethers 31s. to 36s.; store cattle were firm. — [129, 351, 275, 376]
sharebroker-address: 143 Featherston Street, Wellington, — [155, 845, 249, 853]
table-total: 10,205 9,963 — [10, 371, 120, 380]
yorkshire-sub: WOOL VALUES NOT YET AT THE TOP — [285, 60, 429, 69]
table-row: N.Z. and River Plate 4 0 0 4 4 0 — [131, 499, 273, 507]
table-row: Wilson's Cement — — — [131, 611, 273, 619]
hotels-ad: HOTELS FOR SALE. DWAN BROS., WILLINGTON STREET (ESTABLISHED 1886). HOTEL, Rangitikei, Six years' takings £90 a week. Price £5000. WAIRARAPA, 7 years' lease. Trade £95. Price £3800. HOTEL, Wellington. Trade £165. Price £13,500. HOTEL, Country. Christchurch, 5 years' lease. Trade £80. HOTEL, Taranaki, Freehold. Trade £70. Price £8500. HOTEL, Auckland, 21 years' lease. Trade £100. Price £10,000. — [1001, 717, 1104, 870]
list-item: Nellie Wisnewski (St. Mary's C.) ... 95 — [439, 407, 537, 415]
half-holiday-ad — [10, 1268, 274, 1380]
right-classifieds: FREEZING SHEEP AND LAMBS. THE WELLINGTON MEAT EXPORT COMPANY, LTD., Is Prepared to Purchase FAT SHEEP and LAMBS, by Weight or at per Head. W. G. FOSTER, Managing Director. CONVEYANCES. FLY TONING Royal Mail Contractors, and General Carriers, Masterton. All the best coaches. Commercial Travellers' Samples promptly attended to. FURNITURE PACKED And Removed to any Address. Goods Stored Through Clearance. Cheap Storage Accommodation for Goods of any Description. KEIR'S FORWARDING AGENCY. JONES AND CO., CLYDE QUAY, WELLINGTON. (Established 1875.) CASH BUYERS OF LEAD, BRASS, ZINC, COPPER, IRON, RAGS, ROPE, and RUBBER. Phone 725. THERE is only one certain CURE FOR CORNS in this Dominion— THAT'S TEED'S — [1002, 874, 1105, 1205]
list-item: Ellen Mullins (Miss Roberts) ... 86 — [439, 331, 527, 339]
list-item: Elvie Crayton (Miss Barrett) ... 89 — [439, 288, 526, 296]
wardell-logo: WARDELL BROS. & CO. — [20, 1540, 264, 1607]
mail-notices-heading: MAIL NOTICES — [780, 671, 856, 683]
ad-coupon-text: Shop in Wellington for First-class Groceries, and in addition Coupons are given with every Cash Purchase, which represents a handsome bonus. — [24, 1422, 260, 1442]
ad-saturday: Saturday Half Holiday — [59, 1303, 225, 1322]
list-item: Olive Cox (St. Mary's Convent) ... 96 — [439, 214, 534, 222]
table-row: Highback Chairs from 12s. 6d. " Velvet " £1 1s. — [905, 454, 1043, 461]
table-row: N.Z. Refrigerating — — — [131, 603, 273, 611]
dairy-paragraph: The Marlborough A. and P. Show is to be held on October 26 and 27, instead of October 27 and 28, as previously arranged. — [10, 594, 120, 618]
table-row: Last quarter 3 9 5 a.m. — [596, 88, 739, 95]
list-item: Ellen Miles (St. Mary's Convent) ... 83 — [439, 530, 537, 538]
dairy-paragraph: The report to be submitted at the annual meeting of the Mangatainoka Dairy Company on Saturday shows that a successful season was experienced for the 1914-15 period (states our Pahiatua correspondent). The total payments to suppliers, including the bonus of 4d. per lb. on butter-fat (which has yet to be paid out) will equal 1s. 6d. per lb. butter-fat. This is the highest price paid by the company since it commenced manufacturing cheese. — [10, 665, 120, 755]
moon-table — [594, 88, 741, 120]
masthead-side: · — [1098, 8, 1104, 23]
list-item: BEST PRUNES. Per lb., 4½d. — [26, 1447, 258, 1461]
list-item: Ida Lynch (St. Mary's Convent) ... 94 — [439, 239, 533, 247]
table-row: Timaru 38 71 — [12, 330, 118, 338]
table-row: Wanganui — 1,130 — [12, 204, 118, 212]
list-item: Lillian Brand (Miss Fagan) ... 97 — [439, 382, 522, 390]
banner-subtitle: NEWS AND NOTES — [105, 86, 179, 95]
unionists-heading: ADVICE TO UNIONISTS — [455, 704, 569, 716]
list-item: Dorothy Bead (Miss D'Oyly, L.A.B.) 112 — [439, 122, 544, 130]
radford-table — [903, 398, 1096, 478]
list-item: Effie Knowsley (St. Mary's C.) ... 98 — [439, 198, 532, 206]
radford-title: At Radford's Sale — [923, 372, 1076, 394]
table-row: Wellington 9,280 8,104 — [12, 346, 118, 354]
table-row: Oamaru 55 164 — [12, 172, 118, 180]
table-row: Leyland O'Brien — — — [131, 595, 273, 603]
brooch-illustration — [1044, 133, 1088, 175]
shipping-heading: SHIPPING NEWS — [594, 40, 741, 54]
column-shipping: SHIPPING NEWS PHASES OF THE MOON. AUGUST. Last quarter 3 9 5 a.m. New moon 10 10 23 a.m. First quarter 17 2 13 p.m. Full moon 25 6 44 p.m. Moon rises to-day, 1.42 a.m.; sets, 10.25 TIDE. To-day, 11.44 a.m.; 11.58 p.m. To-morrow, 12.28 p.m. SUN. Sun rises to-day, 6.56 a.m.; sets, 4.57 p.m. ARRIVALS. TUESDAY, AUGUST 3. OPAWA, s.s. (8.20 a.m.), 158 tons, Nicholas, from Blenheim. WAKATIPU, s.s. (8 a.m.), 400 tons, from Greymouth. KAITOKE, s.s. (6.30 a.m.), 1101 tons, from Wanganui. NIKAU, s.s. (8 a.m.), 248 tons, from Patea. ROSAMOND, s.s. (8.30 a.m.), 240 tons, from Picton. MAORI, s.s. (7 a.m.), 3399 tons, from Lyttelton. OPAWA, s.s. (8.20 a.m.), 158 tons, Nicholas, from Blenheim. KAITOKE, s.s. (6.30 a.m.), 1101 tons, from Wanganui. MAORI, s.s. (7 a.m.), 3399 tons, from Lyttelton. DEPARTURES. TUESDAY, AUGUST 3. GLENELG, s.s. (6 a.m.), 128 tons, for Blenheim. KAIKOURA, s.s. (10 a.m.), 240 tons, for Picton. SUSSEX, s.s. (2 p.m.), 5474 tons, for Lyttelton. ROSE, s.s. (5 p.m.), 124 tons, for Nelson. PUKEKI, s.s. (5.30 p.m.), 607 tons, for Wanganui. MAORI, s.s. (8.15 p.m.), 3399 tons, for Lyttelton. KAIKOURA, s.s. (10 a.m.), 240 tons, for Picton. ROSE, s.s. (5 p.m.), 124 tons, for Nelson. EXPECTED ARRIVALS. WEDNESDAY, AUGUST 4. Wahine, Lyttelton. Kapiti, Wanganui. Kaitoa, Westport. Tasman, Nelson. Ruahine, Manukau. PROJECTED DEPARTURES. Wahine, Lyttelton. Rangatira, Picton. Pateena, Nelson. Kapiti, Wanganui. Mapourika, Westport. MOVEMENTS OF STEAMERS. INTERCOLONIAL SERVICE. MANUKA, left Sydney July 30 for Wellington; due August 5. Leaves Wellington August 12 for Sydney. MANUKA, left Sydney July 30 for Wellington; due August 5. Leaves Wellington August 12 for Sydney. MANUKA, left Sydney July 30 for Wellington; due August 5. Leaves Wellington August 12 for Sydney. VANCOUVER SERVICE. MAKURA, leaves Sydney August 3 for Auckland and Suva, Honolulu, and Vancouver; arrives Vancouver August 27. MAKURA, leaves Sydney August 3 for Auckland and Suva, Honolulu, and Vancouver; arrives Vancouver August 27. OVERSEA SHIPPING. Rotorua London July 23 Tongariro London July 30 Ionic London Aug 6 Paparoa London Aug 14 Ruapehu London Aug 20 BY TELEGRAPH. OVERSEA. NEWCASTLE, August 3. Sailed—Kaponga, for Wellington. COASTAL. AUCKLAND, August 3. Arrived—Victoria, from Wellington. Sailed—Ngakuta, for Wellington. NAPIER, August 3. Arrived—Toroa, from Wellington. WANGANUI. Sailed—Kapiti (2.30 p.m.), for Wellington. — [594, 41, 741, 920]
table-row: Gisborne Gas — 1 0 0 — [131, 523, 273, 531]
lower-ads — [895, 710, 1104, 874]
